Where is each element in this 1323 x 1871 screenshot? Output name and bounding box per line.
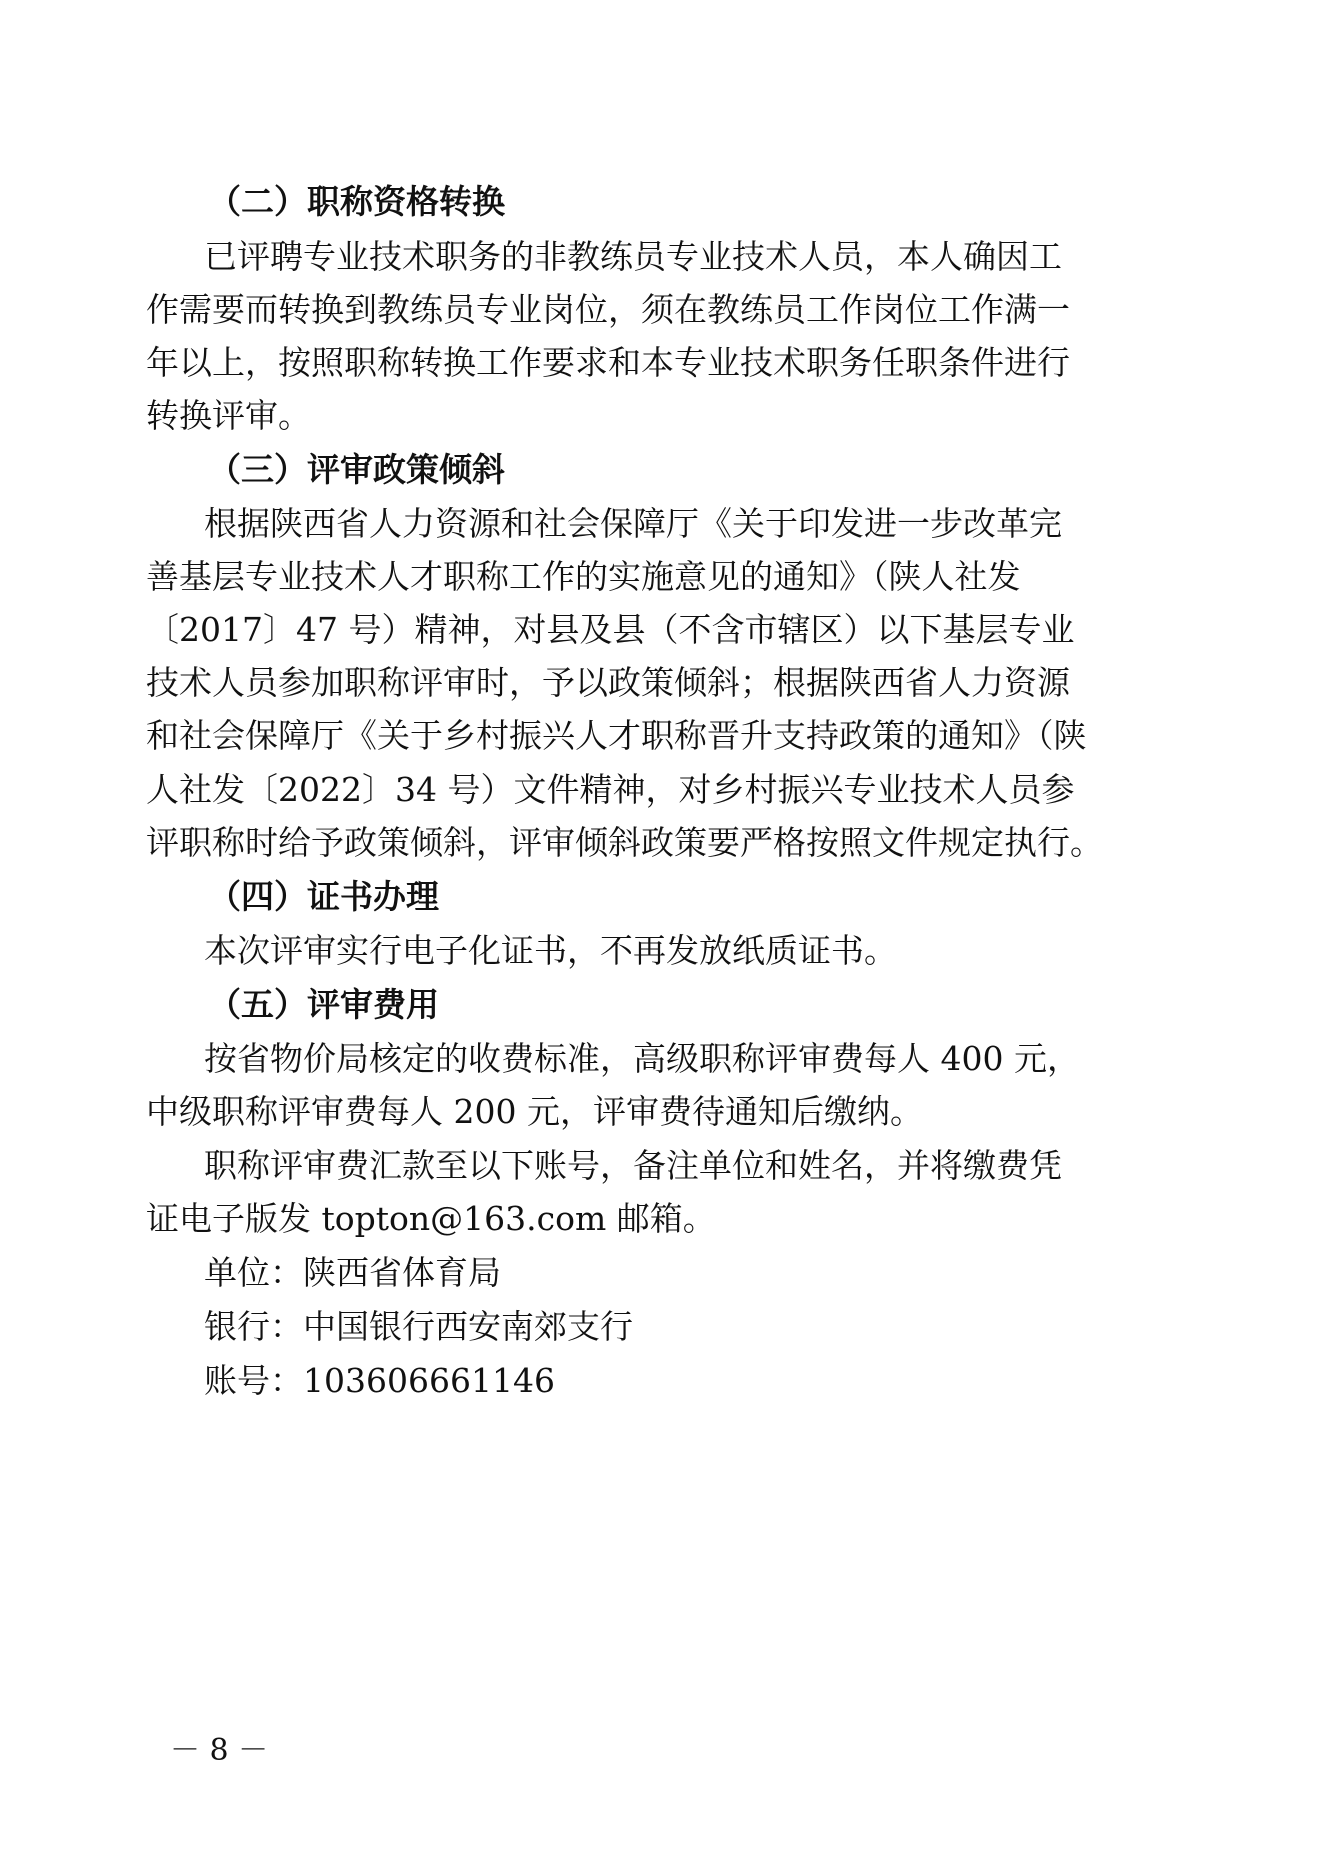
paragraph-line: 评职称时给予政策倾斜，评审倾斜政策要严格按照文件规定执行。 (146, 823, 1103, 862)
paragraph-line: 作需要而转换到教练员专业岗位，须在教练员工作岗位工作满一 (146, 290, 1070, 329)
account-unit: 单位：陕西省体育局 (204, 1253, 501, 1292)
paragraph-line: 按省物价局核定的收费标准，高级职称评审费每人 400 元， (204, 1039, 1080, 1078)
paragraph-line: 中级职称评审费每人 200 元，评审费待通知后缴纳。 (146, 1092, 923, 1131)
paragraph-line: 技术人员参加职称评审时，予以政策倾斜；根据陕西省人力资源 (146, 663, 1070, 702)
section-heading: （三）评审政策倾斜 (208, 450, 505, 489)
paragraph-line: 根据陕西省人力资源和社会保障厅《关于印发进一步改革完 (204, 504, 1062, 543)
account-number: 账号：103606661146 (204, 1361, 555, 1400)
section-heading: （四）证书办理 (208, 877, 439, 916)
paragraph-line: 年以上，按照职称转换工作要求和本专业技术职务任职条件进行 (146, 343, 1070, 382)
section-heading: （五）评审费用 (208, 985, 439, 1024)
paragraph-line: 本次评审实行电子化证书，不再发放纸质证书。 (204, 931, 897, 970)
paragraph-line: 善基层专业技术人才职称工作的实施意见的通知》（陕人社发 (146, 557, 1021, 596)
paragraph-line: 转换评审。 (146, 396, 311, 435)
paragraph-line: 〔2017〕47 号）精神，对县及县（不含市辖区）以下基层专业 (146, 610, 1075, 649)
paragraph-line: 已评聘专业技术职务的非教练员专业技术人员，本人确因工 (204, 237, 1062, 276)
paragraph-line: 和社会保障厅《关于乡村振兴人才职称晋升支持政策的通知》（陕 (146, 716, 1087, 755)
section-heading: （二）职称资格转换 (208, 182, 505, 221)
paragraph-line: 人社发〔2022〕34 号）文件精神，对乡村振兴专业技术人员参 (146, 770, 1075, 809)
account-bank: 银行：中国银行西安南郊支行 (204, 1307, 633, 1346)
paragraph-line: 证电子版发 topton@163.com 邮箱。 (146, 1199, 716, 1238)
page-number: － 8 － (170, 1733, 269, 1768)
paragraph-line: 职称评审费汇款至以下账号，备注单位和姓名，并将缴费凭 (204, 1146, 1062, 1185)
